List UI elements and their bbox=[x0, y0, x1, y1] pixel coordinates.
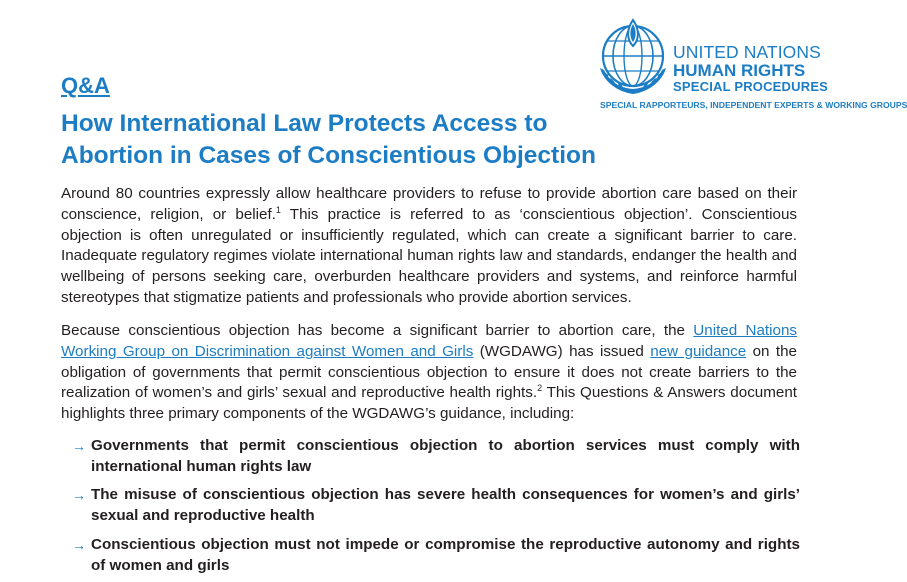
guidance-text-a: Because conscientious objection has become a significant barrier to abortion care, the bbox=[61, 322, 694, 339]
un-emblem-icon bbox=[596, 16, 670, 98]
arrow-right-icon: → bbox=[72, 537, 86, 553]
list-item bbox=[72, 485, 800, 527]
arrow-right-icon: → bbox=[72, 438, 86, 454]
arrow-right-icon: → bbox=[72, 487, 86, 503]
guidance-text-d: This Questions & Answers document highlights three primary components of the WGDAWG’s guidance, including: bbox=[61, 384, 797, 423]
logo-human-rights-text: HUMAN RIGHTS bbox=[673, 61, 806, 80]
un-special-procedures-logo bbox=[596, 14, 907, 114]
intro-paragraph bbox=[61, 184, 797, 309]
intro-text-b: This practice is referred to as ‘conscientious objection’. Conscientious objection is often unregulated or insufficiently regulated, which can create a significant barrier to care. Inadequate regulatory regimes violate international human rights law and standards, endanger the health and wellbeing of persons seeking care, overburden healthcare providers and systems, and reinforce harmful stereotypes that stigmatize patients and professionals who provide abortion services. bbox=[61, 205, 798, 306]
page-title: How International Law Protects Access to Abortion in Cases of Conscientious Objection bbox=[61, 110, 596, 169]
list-item bbox=[72, 535, 800, 577]
bullet-text: Conscientious objection must not impede or compromise the reproductive autonomy and rights of women and girls bbox=[91, 536, 800, 574]
intro-text-a: Around 80 countries expressly allow healthcare providers to refuse to provide abortion care based on their conscience, religion, or belief. bbox=[61, 185, 797, 223]
footnote-1-marker[interactable]: 1 bbox=[275, 204, 281, 215]
new-guidance-link[interactable]: new guidance bbox=[650, 342, 747, 360]
footnote-2-marker[interactable]: 2 bbox=[537, 383, 543, 394]
list-item bbox=[72, 436, 800, 478]
guidance-text-c: on the obligation of governments that permit conscientious objection to ensure it does not create barriers to the realization of women’s and girls’ sexual and reproductive health rights. bbox=[61, 342, 798, 402]
logo-un-text: UNITED NATIONS bbox=[673, 42, 821, 62]
bullet-text: The misuse of conscientious objection has severe health consequences for women’s and girls’ sexual and reproductive health bbox=[91, 486, 800, 524]
logo-special-procedures-text: SPECIAL PROCEDURES bbox=[673, 79, 829, 94]
guidance-paragraph bbox=[61, 321, 797, 425]
wgdawg-link[interactable]: United Nations Working Group on Discrimination against Women and Girls bbox=[61, 322, 797, 360]
qa-heading: Q&A bbox=[61, 73, 110, 98]
logo-tagline: SPECIAL RAPPORTEURS, INDEPENDENT EXPERTS & WORKING GROUPS bbox=[600, 100, 907, 110]
bullet-text: Governments that permit conscientious objection to abortion services must comply with international human rights law bbox=[91, 437, 800, 475]
guidance-text-b: (WGDAWG) has issued bbox=[473, 342, 651, 360]
